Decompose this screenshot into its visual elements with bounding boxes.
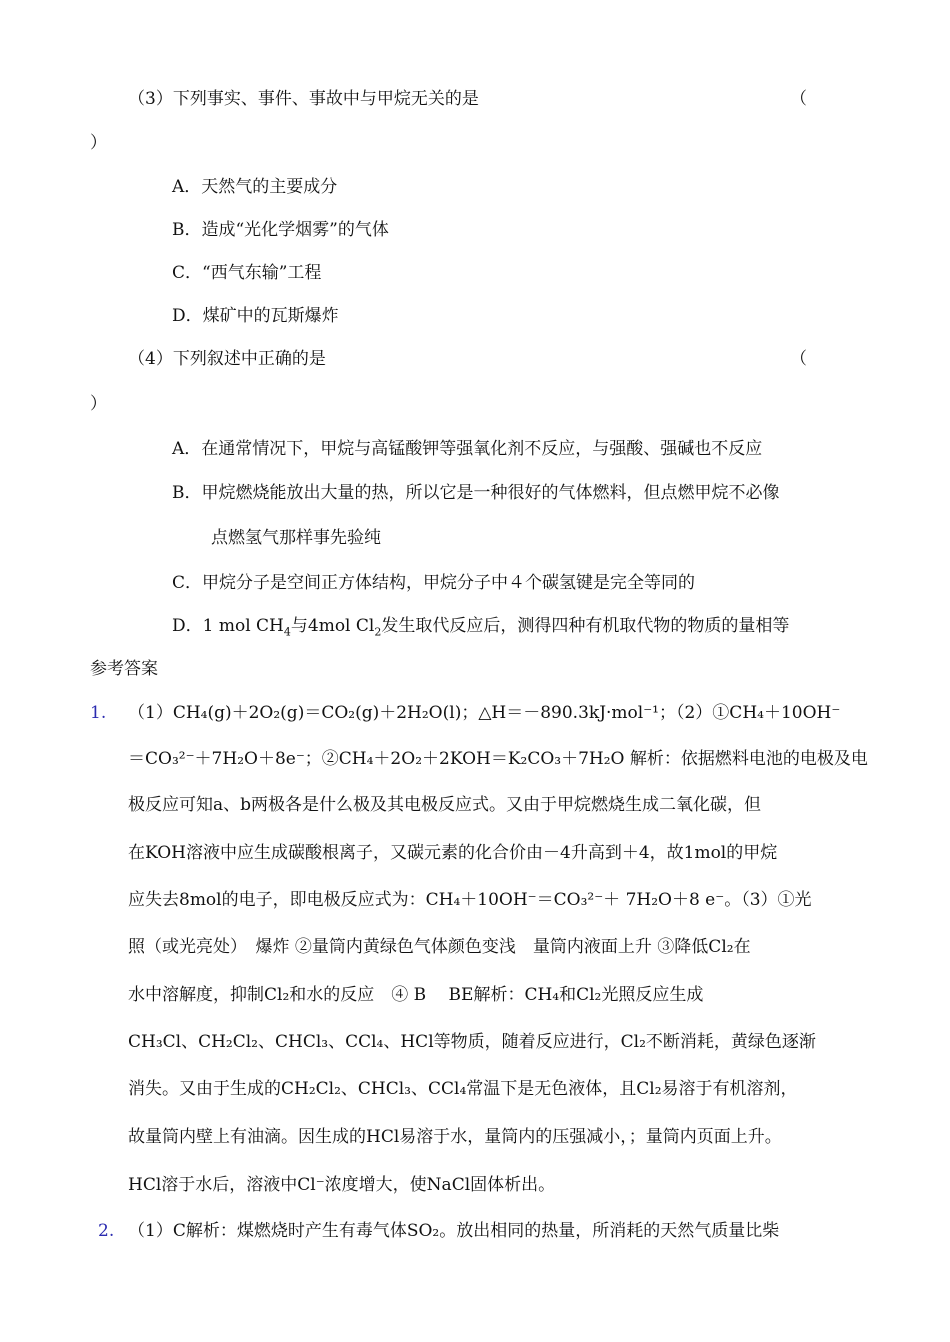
answer-2-line-1: （1）C解析：煤燃烧时产生有毒气体SO₂。放出相同的热量，所消耗的天然气质量比柴 bbox=[128, 1221, 780, 1241]
q4-stem: （4）下列叙述中正确的是 bbox=[128, 349, 326, 369]
answer-1-line-10: 故量筒内壁上有油滴。因生成的HCl易溶于水，量筒内的压强减小，；量筒内页面上升。 bbox=[128, 1127, 782, 1147]
q4-paren-open: （ bbox=[790, 349, 807, 369]
q4-option-b-line2: 点燃氢气那样事先验纯 bbox=[211, 528, 381, 548]
answer-1-line-2: ＝CO₃²⁻＋7H₂O＋8e⁻；②CH₄＋2O₂＋2KOH＝K₂CO₃＋7H₂O 解析：依据燃料电池的电极及电 bbox=[128, 749, 868, 769]
answer-1-line-5: 应失去8mol的电子，即电极反应式为：CH₄＋10OH⁻＝CO₃²⁻＋ 7H₂O＋8 e⁻。（3）①光 bbox=[128, 890, 812, 910]
q3-option-c: C．“西气东输”工程 bbox=[172, 263, 322, 283]
answer-2-number: 2. bbox=[98, 1221, 115, 1241]
q4-option-a: A．在通常情况下，甲烷与高锰酸钾等强氧化剂不反应，与强酸、强碱也不反应 bbox=[172, 439, 763, 459]
q4-option-d: D．1 mol $CH_4$与4mol $Cl_2$发生取代反应后，测得四种有机取代物的物质的量相等 bbox=[172, 616, 790, 639]
answer-1-number: 1. bbox=[90, 703, 107, 723]
q3-paren-close: ） bbox=[90, 133, 107, 153]
answers-title: 参考答案 bbox=[90, 659, 158, 679]
q3-option-d: D．煤矿中的瓦斯爆炸 bbox=[172, 306, 339, 326]
q4-option-b-line1: B．甲烷燃烧能放出大量的热，所以它是一种很好的气体燃料，但点燃甲烷不必像 bbox=[172, 483, 780, 503]
answer-1-line-6: 照（或光亮处） 爆炸 ②量筒内黄绿色气体颜色变浅 量筒内液面上升 ③降低Cl₂在 bbox=[128, 937, 751, 957]
answer-1-line-9: 消失。又由于生成的CH₂Cl₂、CHCl₃、CCl₄常温下是无色液体，且Cl₂易溶于有机溶剂， bbox=[128, 1079, 798, 1099]
q3-paren-open: （ bbox=[790, 89, 807, 109]
q4-option-c: C．甲烷分子是空间正方体结构，甲烷分子中４个碳氢键是完全等同的 bbox=[172, 573, 696, 593]
q3-option-b: B．造成“光化学烟雾”的气体 bbox=[172, 220, 389, 240]
answer-1-line-3: 极反应可知a、b两极各是什么极及其电极反应式。又由于甲烷燃烧生成二氧化碳，但 bbox=[128, 795, 762, 815]
q4-paren-close: ） bbox=[90, 394, 107, 414]
q3-stem: （3）下列事实、事件、事故中与甲烷无关的是 bbox=[128, 89, 479, 109]
answer-1-line-11: HCl溶于水后，溶液中Cl⁻浓度增大，使NaCl固体析出。 bbox=[128, 1175, 556, 1195]
answer-1-line-8: CH₃Cl、CH₂Cl₂、CHCl₃、CCl₄、HCl等物质，随着反应进行，Cl₂不断消耗，黄绿色逐渐 bbox=[128, 1032, 816, 1052]
q3-option-a: A．天然气的主要成分 bbox=[172, 177, 338, 197]
answer-1-line-4: 在KOH溶液中应生成碳酸根离子，又碳元素的化合价由－4升高到＋4，故1mol的甲烷 bbox=[128, 843, 778, 863]
answer-1-line-1: （1）CH₄(g)＋2O₂(g)＝CO₂(g)＋2H₂O(l)；△H＝－890.3kJ·mol⁻¹；（2）①CH₄＋10OH⁻ bbox=[128, 703, 841, 723]
answer-1-line-7: 水中溶解度，抑制Cl₂和水的反应 ④ B BE解析：CH₄和Cl₂光照反应生成 bbox=[128, 985, 704, 1005]
